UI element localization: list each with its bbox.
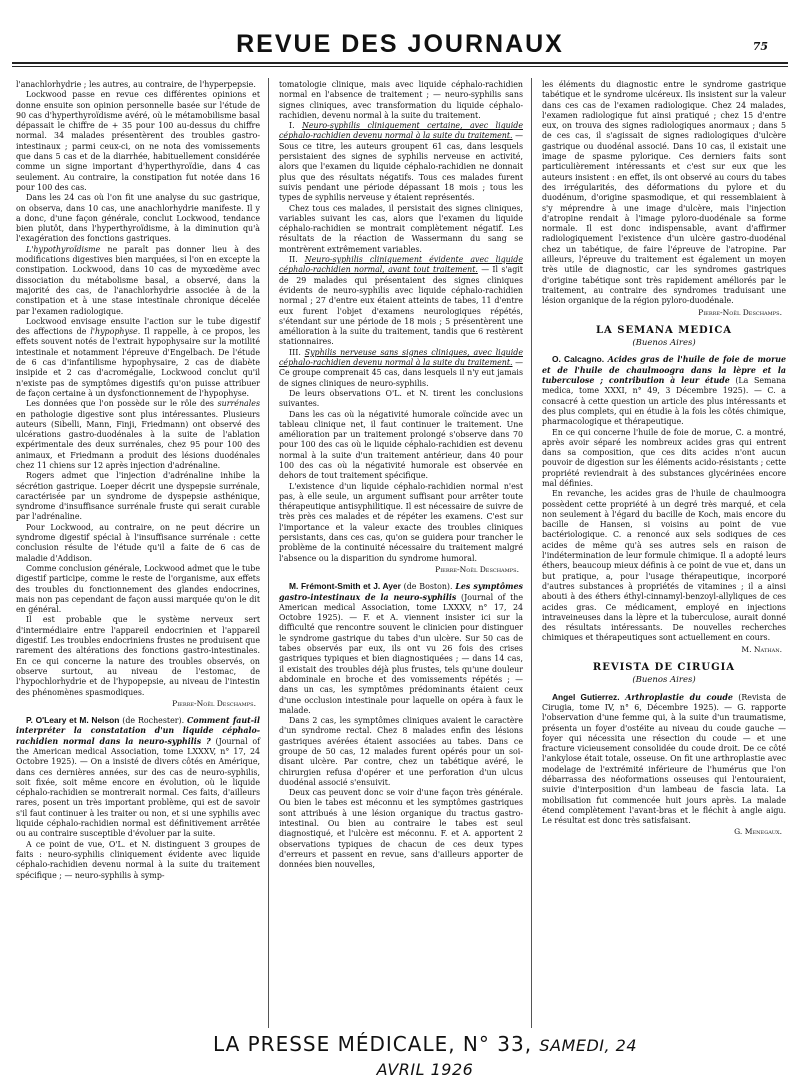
paragraph-text: Lockwood envisage ensuite l'action sur le tube digestif des affections de (16, 316, 260, 337)
paragraph-text: en pathologie digestive sont plus intéressantes. Plusieurs auteurs (Sibelli, Mann, Finji, Friedmann) ont observé des ulcérations gastro-duodénales à la suite de l'ablation expérimentale des deux surrénales, chez 95 pour 100 des animaux, et Friedmann a produit des lésions duodénales chez 11 chiens sur 12 après injection d'adrénaline. (16, 409, 260, 470)
article-title: Comment faut-il interpréter la constatation d'un liquide céphalo-rachidien normal dans la neuro-syphilis ? (16, 716, 260, 746)
column-2 (279, 80, 523, 871)
paragraph: Chez tous ces malades, il persistait des signes cliniques, variables suivant les cas, alors que l'examen du liquide céphalo-rachidien se montrait complètement négatif. Les résultats de la réaction de Wassermann du sang se montrèrent extrêmement variables. (279, 203, 523, 254)
signature: M. Nathan. (741, 644, 782, 654)
signature: Pierre-Noël Deschamps. (435, 564, 519, 574)
article-body: (Revista de Cirugia, tome IV, n° 6, Décembre 1925). — G. rapporte l'observation d'une femme qui, à la suite d'un traumatisme, présenta un foyer d'ostéite au niveau du coude gauche — foyer qui nécessita une résection du coude — et une fracture vicieusement consolidée du coude droit. De ce côté l'ankylose était totale, osseuse. On fit une arthroplastie avec modelage de l'extrémité inférieure de l'humérus que l'on débarrassa des néoformations osseuses qui l'entouraient, suivie d'interposition d'un lambeau de fascia lata. La mobilisation fut commencée huit jours après. La malade étend complètement l'avant-bras et le fléchit à angle aigu. Le résultat est donc très satisfaisant. (542, 692, 786, 826)
column-divider (531, 78, 532, 1028)
section-title: Neuro-syphilis cliniquement certaine, avec liquide céphalo-rachidien devenu normal à la suite du traitement. (279, 121, 523, 141)
journal-heading: LA SEMANA MEDICA (595, 324, 733, 336)
signature: Pierre-Noël Deschamps. (172, 698, 256, 708)
column-1 (16, 80, 260, 881)
article-body: (Journal of the American medical Association, tome LXXXV, n° 17, 24 Octobre 1925). — F. et A. viennent insister ici sur la difficulté que rencontre souvent le clinicien pour distinguer le syndrome gastrique du tabes d'un ulcère. Sur 50 cas de tabes observés par eux, ils ont vu 26 fois des crises gastriques typiques et bien diagnostiquées ; — dans 14 cas, il existait des troubles déjà plus frustes, tels qu'une douleur abdominale en broche et des vomissements répétés ; — dans un cas, les symptômes prédominants étaient ceux d'une occlusion intestinale pour laquelle on opéra à faux le malade. (279, 592, 524, 715)
paragraph: A ce point de vue, O'L. et N. distinguent 3 groupes de faits : neuro-syphilis cliniquement évidente avec liquide céphalo-rachidien devenu normal à la suite du traitement spécifique ; — neuro-syphilis à symp- (16, 839, 260, 880)
section (279, 348, 523, 389)
paragraph (16, 399, 260, 471)
paragraph: tomatologie clinique, mais avec liquide céphalo-rachidien normal en l'absence de traitement ; — neuro-syphilis sans signes cliniques, avec transformation du liquide céphalo-rachidien, devenu normal à la suite du traitement. (279, 80, 523, 120)
paragraph: En revanche, les acides gras de l'huile de chaulmoogra possèdent cette propriété à un degré très marqué, et cela non seulement à l'égard du bacille de Koch, mais encore du bacille de Hansen, si voisins au point de vue bactériologique. C. a renoncé aux sels sodiques de ces acides de même qu'à ses autres sels en raison de l'indétermination de leur formule chimique. Il a adopté leurs éthers, beaucoup mieux définis à ce point de vue et, dans un but pratique, a, pour l'usage thérapeutique, incorporé d'autres substances à propriétés de vitamines ; il a ainsi abouti à des éthers éthyl-cinnamyl-benzoyl-allyliques de ces acides gras. Ce médicament, employé en injections intraveineuses dans la lèpre et la tuberculose, aurait donné des résultats intéressants. De nouvelles recherches chimiques et thérapeutiques sont actuellement en cours. (542, 489, 786, 643)
article-body: (La Semana medica, tome XXXI, n° 49, 3 Décembre 1925). — C. a consacré à cette question un article des plus intéressants et des plus complets, qui en étudie à la fois les côtés chimique, pharmacologique et thérapeutique. (542, 376, 786, 427)
paragraph: Dans les cas où la négativité humorale coïncide avec un tableau clinique net, il faut continuer le traitement. Une amélioration par un traitement prolongé s'observe dans 70 pour 100 des cas où le liquide céphalo-rachidien est devenu normal à la suite d'un traitement antérieur, dans 40 pour 100 des cas où la négativité humorale est observée en dehors de tout traitement spécifique. (279, 409, 523, 481)
paragraph (16, 317, 260, 399)
paragraph-text: Les données que l'on possède sur le rôle des (26, 399, 218, 409)
paragraph (16, 245, 260, 317)
signature: G. Menegaux. (734, 827, 782, 837)
section (279, 121, 523, 203)
article-authors: M. Frémont-Smith et J. Ayer (289, 581, 401, 592)
paragraph-text: . Il rappelle, à ce propos, les effets souvent notés de l'extrait hypophysaire sur la motilité intestinale et notamment l'épreuve d'Engelbach. De l'étude de 6 cas d'infantilisme hypophysaire, 2 cas de diabète insipide et 2 cas d'acromégalie, Lockwood conclut qu'il n'existe pas de symptômes digestifs qu'on puisse attribuer de façon certaine à un dysfonctionnement de l'hypophyse. (16, 327, 260, 398)
section-title: Syphilis nerveuse sans signes cliniques, avec liquide céphalo-rachidien devenu normal à la suite du traitement. (279, 347, 523, 368)
footer-journal: LA PRESSE MÉDICALE, N° 33, (212, 1032, 533, 1056)
page-footer (190, 1032, 660, 1080)
paragraph: Il est probable que le système nerveux sert d'intermédiaire entre l'appareil endocrinien et l'appareil digestif. Les troubles endocriniens frustes ne produisent que rarement des altérations des fonctions gastro-intestinales. En ce qui concerne la nature des troubles observés, on observe surtout, au niveau de l'estomac, de l'hypochlorhydrie et de l'hypopepsie, au niveau de l'intestin des phénomènes spasmodiques. (16, 615, 260, 697)
article-authors: P. O'Leary et M. Nelson (26, 715, 120, 726)
section-body: — Sous ce titre, les auteurs groupent 61 cas, dans lesquels persistaient des signes de syphilis nerveuse en activité, alors que l'examen du liquide céphalo-rachidien ne donnait plus que des résultats négatifs. Tous ces malades furent suivis pendant une période dépassant 18 mois ; tous les types de syphilis nerveuse y étaient représentés. (279, 131, 523, 203)
paragraph: Dans les 24 cas où l'on fit une analyse du suc gastrique, on observa, dans 10 cas, une anachlorhydrie manifeste. Il y a donc, d'une façon générale, conclut Lockwood, tendance bien plutôt, dans l'hyperthyroïdisme, à la diminution qu'à l'exagération des fonctions gastriques. (16, 193, 260, 244)
article-title: Les symptômes gastro-intestinaux de la neuro-syphilis (279, 582, 523, 602)
article-authors: O. Calcagno. (552, 354, 605, 365)
article-abstract (16, 715, 260, 840)
page-title: REVUE DES JOURNAUX (236, 30, 564, 58)
journal-city: (Buenos Aires) (632, 338, 696, 349)
paragraph: Pour Lockwood, au contraire, on ne peut décrire un syndrome digestif spécial à l'insuffisance surrénale : cette conclusion résulte de l'étude qu'il a faite de 6 cas de maladie d'Addison. (16, 522, 260, 563)
section-number: III. (289, 347, 305, 357)
paragraph: les éléments du diagnostic entre le syndrome gastrique tabétique et le syndrome ulcéreux. Ils insistent sur la valeur dans ces cas de l'examen radiologique. Chez 24 malades, l'examen radiologique fut ainsi pratiqué ; chez 15 d'entre eux, on trouva des signes radiologiques anormaux ; dans 5 de ces cas, il s'agissait de signes radiologiques d'ulcère gastrique ou duodénal associé. Dans 10 cas, il existait une image de spasme pylorique. Ces derniers faits sont particulièrement intéressants et c'est sur eux que les auteurs insistent : en effet, ils ont observé au cours du tabes des irrégularités, des déformations du pylore et du duodénum, d'origine spasmodique, et qui ressemblaient à s'y méprendre à une image d'ulcère, mais l'injection d'atropine rendait à l'image pyloro-duodénale sa forme normale. Il est donc indispensable, avant d'affirmer radiologiquement l'existence d'un ulcère gastro-duodénal chez un tabétique, de faire l'épreuve de l'atropine. Par ailleurs, l'épreuve du traitement est également un moyen très utile de diagnostic, car les syndromes gastriques d'origine tabétique sont très rapidement améliorés par le traitement, au contraire des syndromes traduisant une lésion organique de la région pyloro-duodénale. (542, 80, 786, 306)
paragraph: Deux cas peuvent donc se voir d'une façon très générale. Ou bien le tabes est méconnu et les symptômes gastriques sont attribués à une lésion organique du tractus gastro-intestinal. Ou bien au contraire le tabes est seul diagnostiqué, et l'ulcère est méconnu. F. et A. apportent 2 observations typiques de chacun de ces deux types d'erreurs et passent en revue, sans d'ailleurs apporter de données bien nouvelles, (279, 788, 523, 870)
signature: Pierre-Noël Deschamps. (698, 307, 782, 317)
article-origin: (de Boston). (400, 582, 456, 592)
section-number: II. (289, 255, 305, 265)
column-divider (268, 78, 269, 1028)
paragraph: De leurs observations O'L. et N. tirent les conclusions suivantes. (279, 388, 523, 409)
section-body: — Ce groupe comprenait 45 cas, dans lesquels il n'y eut jamais de signes cliniques de neuro-syphilis. (279, 358, 523, 388)
journal-heading: REVISTA DE CIRUGIA (592, 662, 736, 674)
journal-city: (Buenos Aires) (632, 675, 696, 686)
paragraph-text: ne paraît pas donner lieu à des modifications digestives bien marquées, si l'on en excepte la constipation. Lockwood, dans 10 cas de myxœdème avec dissociation du métabolisme basal, a observé, dans la majorité des cas, de l'anachlorhydrie associée à de la constipation et à une stase intestinale chronique décelée par l'examen radiologique. (16, 244, 260, 316)
article-authors: Angel Gutierrez. (552, 691, 620, 702)
article-body: (Journal of the American medical Association, tome LXXXV, n° 17, 24 Octobre 1925). — On a insisté de divers côtés en Amérique, dans ces dernières années, sur des cas de neuro-syphilis, soit fixée, soit même encore en évolution, où le liquide céphalo-rachidien se montrerait normal. Ces faits, d'ailleurs rares, posent un très important problème, qui est de savoir s'il faut continuer à les traiter ou non, et si une syphilis avec liquide céphalo-rachidien normal est définitivement arrêtée ou au contraire susceptible d'évoluer par la suite. (16, 736, 261, 839)
term: L'hypothyroïdisme (26, 244, 101, 254)
paragraph: Dans 2 cas, les symptômes cliniques avaient le caractère d'un syndrome rectal. Chez 8 malades enfin des lésions gastriques avérées étaient associées au tabes. Dans ce groupe de 50 cas, 12 malades furent opérés pour un soi-disant ulcère. Par contre, chez un tabétique avéré, le chirurgien refusa d'opérer et une perforation d'un ulcus duodénal associé s'ensuivit. (279, 716, 523, 787)
term: surrénales (217, 399, 260, 409)
article-title: Arthroplastie du coude (619, 692, 733, 702)
section (279, 255, 523, 348)
term: l'hypophyse (90, 327, 138, 337)
article-origin: (de Rochester). (119, 716, 188, 726)
paragraph: l'anachlorhydrie ; les autres, au contraire, de l'hyperpepsie. (16, 80, 256, 89)
article-abstract (542, 692, 786, 827)
paragraph: Rogers admet que l'injection d'adrénaline inhibe la sécrétion gastrique. Loeper décrit une dyspepsie surrénale, caractérisée par un syndrome de dyspepsie asthénique, syndrome d'insuffisance surrénale fruste qui serait curable par l'adrénaline. (16, 471, 260, 522)
header-rule (12, 62, 788, 64)
paragraph: L'existence d'un liquide céphalo-rachidien normal n'est pas, à elle seule, un argument suffisant pour arrêter toute thérapeutique antisyphilitique. Il est nécessaire de suivre de très près ces malades et de répéter les examens. C'est sur l'importance et la valeur exacte des troubles cliniques persistants, dans ces cas, qu'on se guidera pour trancher le problème de la continuité nécessaire du traitement malgré l'absence ou la disparition du syndrome humoral. (279, 481, 523, 563)
article-title: Acides gras de l'huile de foie de morue et de l'huile de chaulmoogra dans la lèpre et la tuberculose ; contribution à leur étude (542, 355, 786, 386)
article-abstract (542, 354, 786, 427)
page-number: 75 (752, 40, 768, 53)
article-abstract (279, 581, 523, 716)
paragraph: En ce qui concerne l'huile de foie de morue, C. a montré, après avoir séparé les nombreux acides gras qui entrent dans sa composition, que ces dits acides n'ont aucun pouvoir de digestion sur les éléments acido-résistants ; cette propriété reviendrait à des substances glycérinées encore mal définies. (542, 427, 786, 488)
paragraph: Comme conclusion générale, Lockwood admet que le tube digestif participe, comme le reste de l'organisme, aux effets des troubles du fonctionnement des glandes endocrines, mais non pas cependant de façon aussi marquée qu'on le dit en général. (16, 563, 260, 615)
footer-date: SAMEDI, 24 AVRIL 1926 (376, 1036, 638, 1079)
column-3 (542, 80, 786, 844)
header-rule-thin (12, 66, 788, 67)
section-number: I. (289, 121, 302, 131)
section-body: — Il s'agit de 29 malades qui présentaient des signes cliniques évidents de neuro-syphilis avec liquide céphalo-rachidien normal ; 27 d'entre eux étaient atteints de tabes, 11 d'entre eux furent l'objet d'examens neurologiques répétés, s'étendant sur une période de 18 mois ; 5 présentèrent une amélioration à la suite du traitement, tandis que 6 restèrent stationnaires. (279, 265, 523, 347)
section-title: Neuro-syphilis cliniquement évidente avec liquide céphalo-rachidien normal, avant tout traitement. (279, 255, 523, 275)
paragraph: Lockwood passe en revue ces différentes opinions et donne ensuite son opinion personnelle basée sur l'étude de 90 cas d'hyperthyroïdisme avéré, où le métamobilisme basal dépassait le chiffre de + 35 pour 100 au-dessus du chiffre normal. 34 malades présentèrent des troubles gastro-intestinaux ; parmi ceux-ci, on ne nota des vomissements que dans 5 cas et de la diarrhée, habituellement considérée comme un signe important d'hyperthyroïdie, dans 4 cas seulement. Au contraire, la constipation fut notée dans 16 pour 100 des cas. (16, 90, 260, 192)
